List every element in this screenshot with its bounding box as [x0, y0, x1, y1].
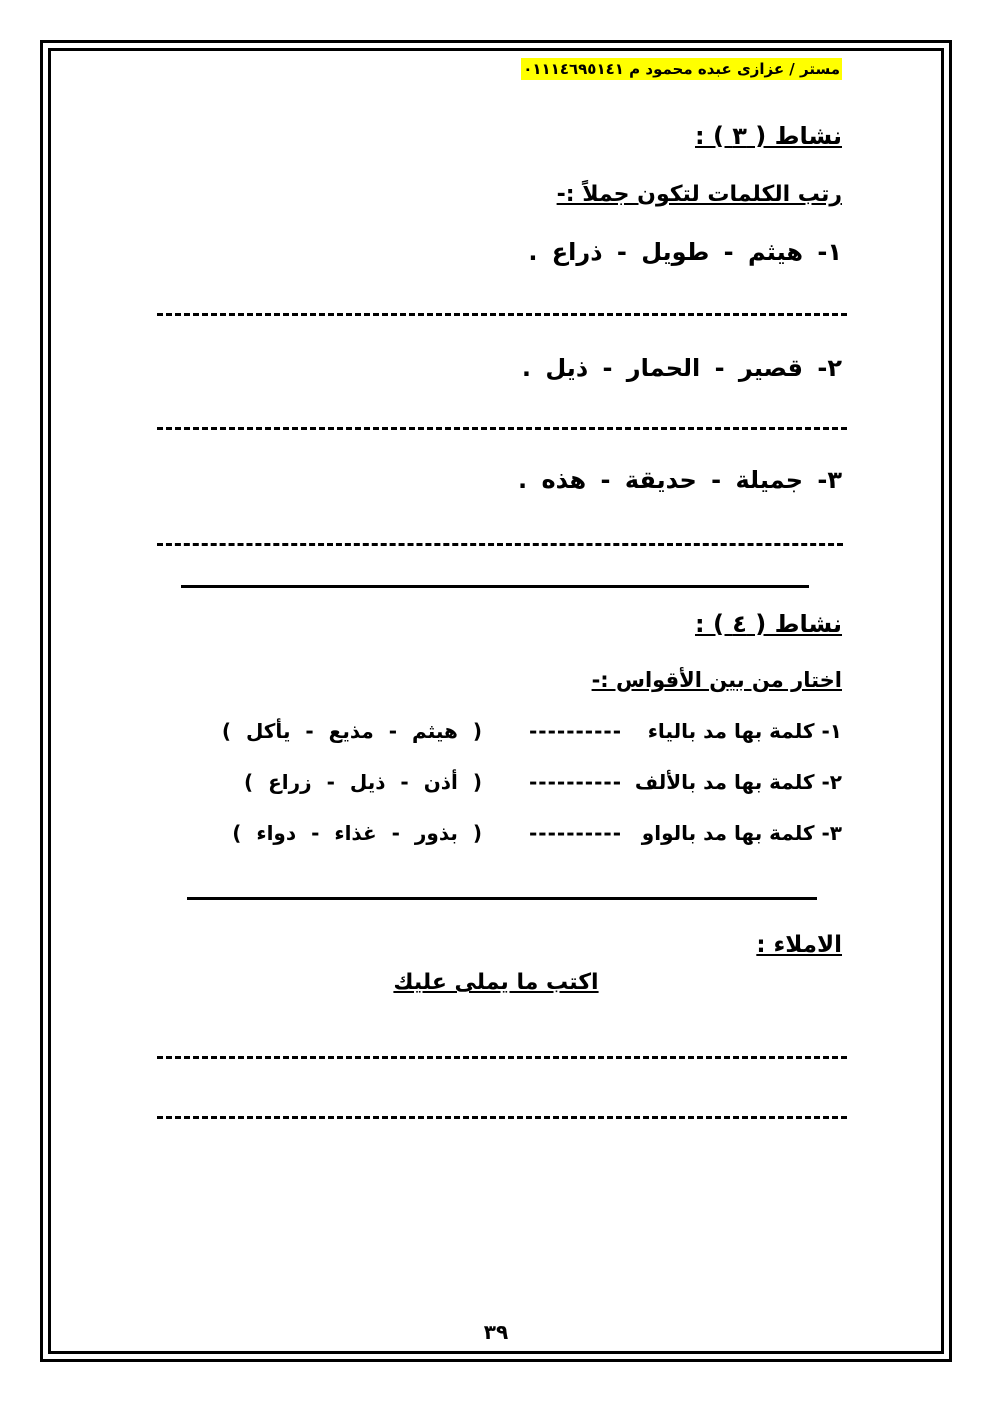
answer-line-2[interactable] [157, 427, 847, 430]
dictation-line-2[interactable] [157, 1116, 847, 1119]
question-2-blank[interactable]: ---------- [528, 770, 622, 794]
section-divider-1 [181, 585, 809, 588]
question-2-label: ٢- كلمة بها مد بالألف [634, 770, 842, 794]
question-1-options: ( هيثم - مذيع - يأكل ) [221, 719, 482, 743]
question-1-label: ١- كلمة بها مد بالياء [647, 719, 842, 743]
author-note: مستر / عزازى عبده محمود م ٠١١١٤٦٩٥١٤١ [523, 60, 840, 78]
activity4-title: نشاط ( ٤ ) : [695, 610, 842, 638]
activity3-instruction: رتب الكلمات لتكون جملاً :- [556, 182, 842, 207]
answer-line-1[interactable] [157, 313, 847, 316]
answer-line-3[interactable] [157, 543, 843, 546]
question-3-label: ٣- كلمة بها مد بالواو [641, 821, 842, 845]
question-3-blank[interactable]: ---------- [528, 821, 622, 845]
page-number: ٣٩ [483, 1320, 509, 1344]
activity3-title: نشاط ( ٣ ) : [695, 122, 842, 150]
activity3-item-2: ٢- قصير - الحمار - ذيل . [521, 354, 842, 382]
activity3-item-1: ١- هيثم - طويل - ذراع . [528, 238, 842, 266]
activity3-item-3: ٣- جميلة - حديقة - هذه . [518, 466, 842, 494]
activity4-instruction: اختار من بين الأقواس :- [591, 668, 842, 692]
dictation-subtitle [0, 970, 992, 995]
dictation-line-1[interactable] [157, 1056, 847, 1059]
question-3-options: ( بذور - غذاء - دواء ) [232, 821, 482, 845]
dictation-title: الاملاء : [756, 932, 842, 958]
dictation-subtitle-text: اكتب ما يملى عليك [393, 970, 599, 995]
question-2-options: ( أذن - ذيل - زراع ) [243, 770, 482, 794]
question-1-blank[interactable]: ---------- [528, 719, 622, 743]
section-divider-2 [187, 897, 817, 900]
